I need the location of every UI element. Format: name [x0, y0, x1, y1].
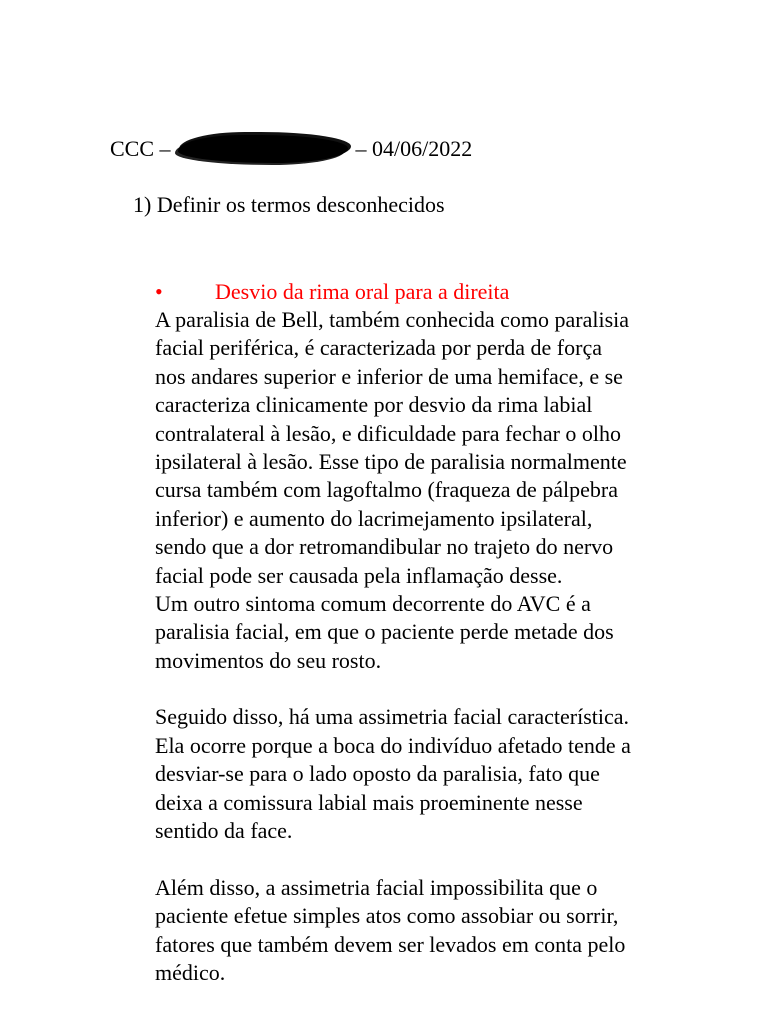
- body-line: paciente efetue simples atos como assobiar ou sorrir,: [155, 903, 619, 929]
- body-line: inferior) e aumento do lacrimejamento ipsilateral,: [155, 505, 593, 531]
- body-line: A paralisia de Bell, também conhecida como paralisia: [155, 307, 630, 332]
- body-line: médico.: [155, 959, 226, 985]
- body-line: Um outro sintoma comum decorrente do AVC é a: [155, 590, 591, 616]
- paragraph-gap: [155, 675, 715, 703]
- body-line: facial periférica, é caracterizada por perda de força: [155, 335, 602, 361]
- body-line: deixa a comissura labial mais proeminente nesse: [155, 789, 583, 815]
- body-line: fatores que também devem ser levados em conta pelo: [155, 931, 626, 957]
- body-line: sentido da face.: [155, 818, 293, 844]
- paragraph-gap: [155, 845, 715, 873]
- body-line: contralateral à lesão, e dificuldade para fechar o olho: [155, 420, 622, 446]
- document-header: [110, 134, 472, 164]
- bullet-icon: •: [155, 279, 163, 304]
- body-line: ipsilateral à lesão. Esse tipo de paralisia normalmente: [155, 448, 627, 474]
- redaction-mark: [178, 135, 348, 163]
- body-line: Além disso, a assimetria facial impossibilita que o: [155, 874, 598, 900]
- header-date: – 04/06/2022: [355, 136, 473, 161]
- bullet-item: [155, 278, 509, 306]
- body-line: paralisia facial, em que o paciente perde metade dos: [155, 619, 614, 645]
- body-line: nos andares superior e inferior de uma hemiface, e se: [155, 363, 623, 389]
- body-line: cursa também com lagoftalmo (fraqueza de pálpebra: [155, 477, 618, 503]
- body-line: facial pode ser causada pela inflamação desse.: [155, 562, 563, 588]
- body-line: movimentos do seu rosto.: [155, 647, 382, 673]
- body-line: caracteriza clinicamente por desvio da rima labial: [155, 392, 593, 418]
- question-heading: 1) Definir os termos desconhecidos: [133, 192, 445, 217]
- body-line: Seguido disso, há uma assimetria facial característica.: [155, 704, 630, 730]
- body-line: desviar-se para o lado oposto da paralisia, fato que: [155, 761, 600, 787]
- header-prefix: CCC –: [110, 136, 171, 161]
- bullet-text: Desvio da rima oral para a direita: [215, 279, 510, 304]
- body-line: Ela ocorre porque a boca do indivíduo afetado tende a: [155, 732, 631, 758]
- body-text: [155, 306, 715, 987]
- body-line: sendo que a dor retromandibular no trajeto do nervo: [155, 534, 614, 560]
